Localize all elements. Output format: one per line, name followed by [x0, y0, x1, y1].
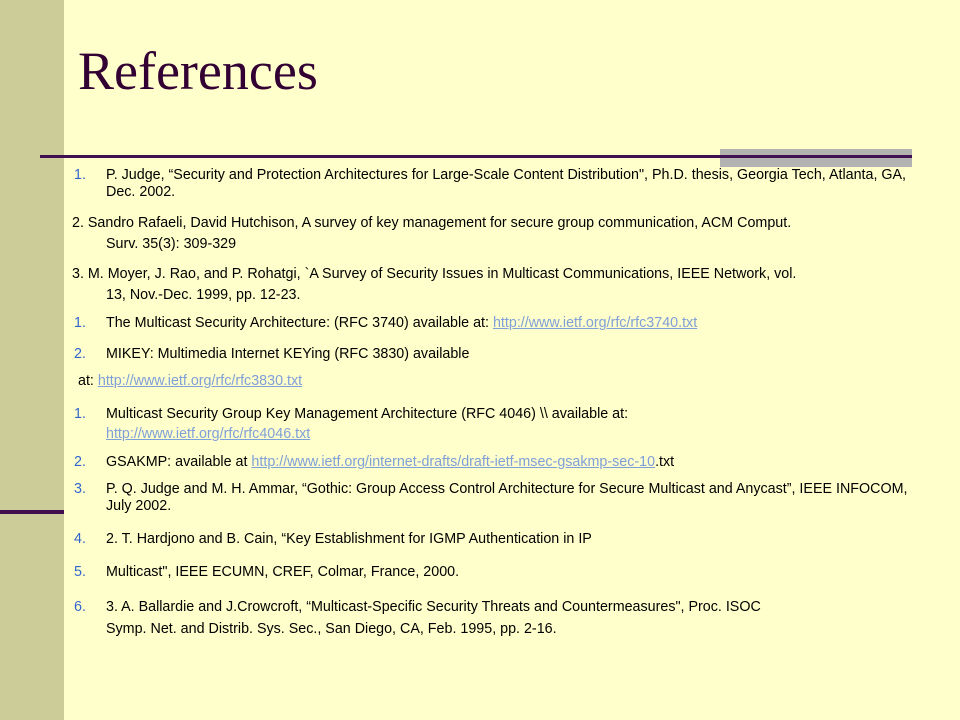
- list-number: 4.: [74, 531, 86, 547]
- reference-text: 2. T. Hardjono and B. Cain, “Key Establishment for IGMP Authentication in IP: [106, 531, 592, 547]
- list-number: 3.: [74, 481, 86, 497]
- reference-text: 3. M. Moyer, J. Rao, and P. Rohatgi, `A Survey of Security Issues in Multicast Communications, IEEE Network, vol.: [72, 266, 797, 282]
- list-number: 2.: [74, 454, 86, 470]
- reference-text: at:: [78, 373, 98, 389]
- reference-text-continued: Symp. Net. and Distrib. Sys. Sec., San Diego, CA, Feb. 1995, pp. 2-16.: [106, 621, 557, 637]
- reference-text: P. Judge, “Security and Protection Architectures for Large-Scale Content Distribution", Ph.D. thesis, Georgia Tech, Atlanta, GA, Dec. 2002.: [106, 167, 907, 200]
- list-number: 5.: [74, 564, 86, 580]
- list-number: 1.: [74, 167, 86, 183]
- left-accent-band: [0, 0, 64, 720]
- slide-title: References: [78, 41, 318, 101]
- list-number: 2.: [74, 346, 86, 362]
- reference-text: MIKEY: Multimedia Internet KEYing (RFC 3830) available: [106, 346, 470, 362]
- reference-text: GSAKMP: available at: [106, 454, 252, 470]
- left-band-divider: [0, 510, 64, 514]
- list-number: 1.: [74, 315, 86, 331]
- reference-text: 2. Sandro Rafaeli, David Hutchison, A survey of key management for secure group communication, ACM Comput.: [72, 215, 792, 231]
- reference-item: [72, 454, 922, 471]
- reference-item: [72, 404, 922, 444]
- reference-item: [72, 167, 922, 201]
- reference-item: [72, 373, 922, 390]
- reference-item: [72, 596, 922, 640]
- reference-item: [72, 531, 922, 548]
- reference-item: [72, 315, 922, 332]
- rule-accent-line: [720, 155, 912, 158]
- rfc4046-link[interactable]: http://www.ietf.org/rfc/rfc4046.txt: [106, 426, 311, 442]
- rule-accent-block: [720, 149, 912, 167]
- reference-item: [72, 264, 922, 306]
- gsakmp-draft-link[interactable]: http://www.ietf.org/internet-drafts/draft-ietf-msec-gsakmp-sec-10: [251, 454, 656, 470]
- reference-text-continued: Surv. 35(3): 309-329: [106, 236, 237, 252]
- reference-text-continued: 13, Nov.-Dec. 1999, pp. 12-23.: [106, 287, 301, 303]
- list-number: 6.: [74, 599, 86, 615]
- reference-item: [72, 346, 922, 363]
- reference-text: P. Q. Judge and M. H. Ammar, “Gothic: Group Access Control Architecture for Secure Multicast and Anycast”, IEEE INFOCOM, July 2002.: [106, 481, 908, 514]
- reference-text: The Multicast Security Architecture: (RFC 3740) available at:: [106, 315, 493, 331]
- reference-text: 3. A. Ballardie and J.Crowcroft, “Multicast-Specific Security Threats and Countermeasures", Proc. ISOC: [106, 599, 761, 615]
- reference-item: [72, 213, 922, 255]
- reference-text: Multicast", IEEE ECUMN, CREF, Colmar, France, 2000.: [106, 564, 460, 580]
- reference-item: [72, 564, 922, 581]
- reference-item: [72, 481, 922, 515]
- rfc3740-link[interactable]: http://www.ietf.org/rfc/rfc3740.txt: [492, 315, 698, 331]
- reference-text: Multicast Security Group Key Management Architecture (RFC 4046) \\ available at:: [106, 406, 629, 422]
- rfc3830-link[interactable]: http://www.ietf.org/rfc/rfc3830.txt: [97, 373, 303, 389]
- list-number: 1.: [74, 406, 86, 422]
- reference-text-suffix: .txt: [655, 454, 675, 470]
- references-list: [72, 167, 922, 654]
